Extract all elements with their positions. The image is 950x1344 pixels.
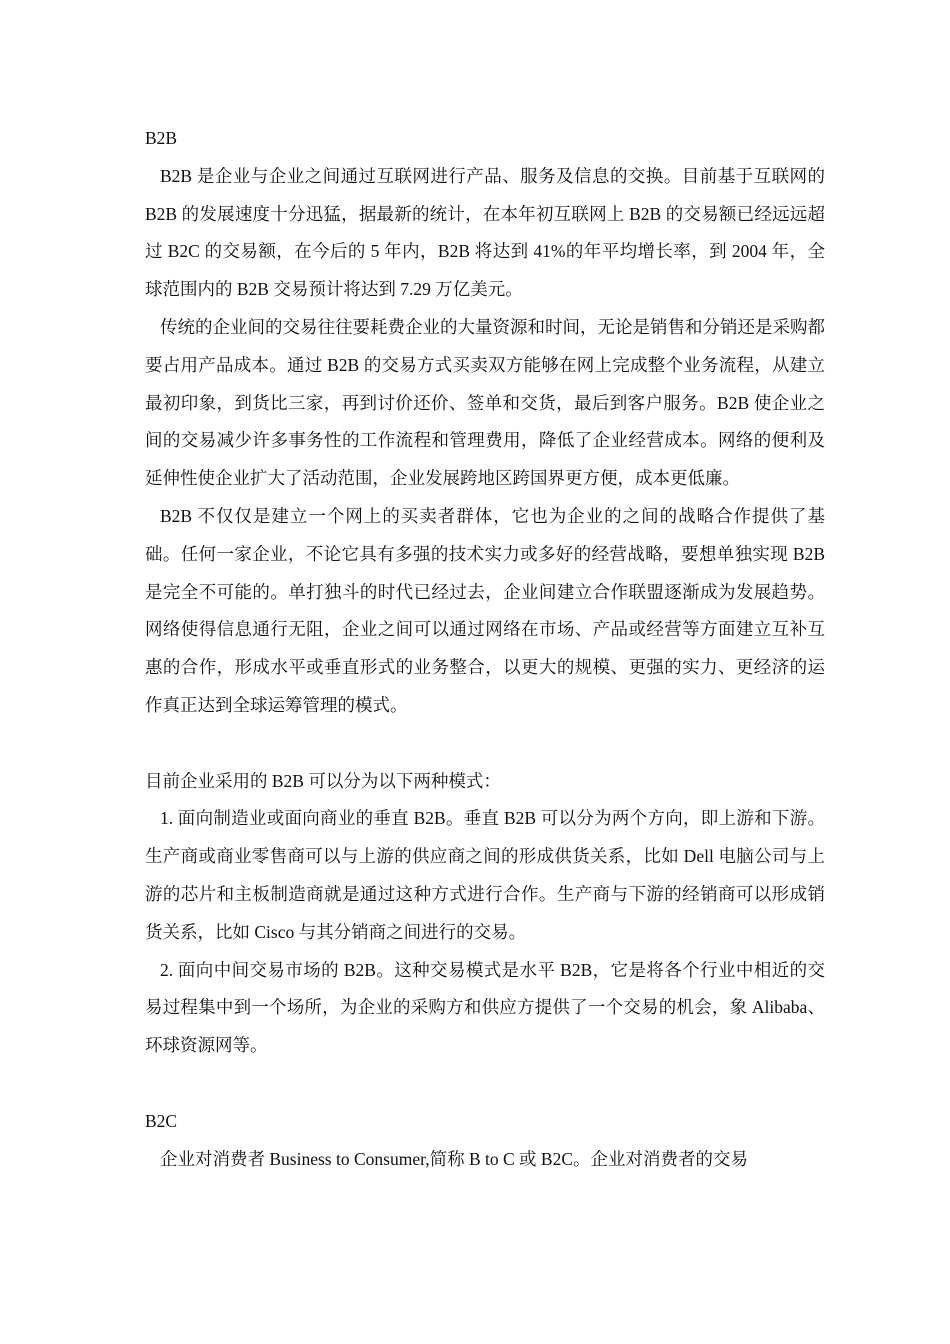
b2b-paragraph-traditional: 传统的企业间的交易往往要耗费企业的大量资源和时间，无论是销售和分销还是采购都要占用产品成本。通过 B2B 的交易方式买卖双方能够在网上完成整个业务流程，从建立最初印象，到货比三家，再到讨价还价、签单和交货，最后到客户服务。B2B 使企业之间的交易减少许多事务性的工作流程和管理费用，降低了企业经营成本。网络的便利及延伸性使企业扩大了活动范围，企业发展跨地区跨国界更方便，成本更低廉。	[145, 316, 825, 489]
spacer	[145, 1065, 825, 1103]
b2b-mode-horizontal: 2. 面向中间交易市场的 B2B。这种交易模式是水平 B2B，它是将各个行业中相近的交易过程集中到一个场所，为企业的采购方和供应方提供了一个交易的机会，象 Alibaba、环球资源网等。	[145, 959, 825, 1056]
spacer	[145, 725, 825, 763]
b2b-paragraph-cooperation: B2B 不仅仅是建立一个网上的买卖者群体，它也为企业的之间的战略合作提供了基础。任何一家企业，不论它具有多强的技术实力或多好的经营战略，要想单独实现 B2B 是完全不可能的。单打独斗的时代已经过去，企业间建立合作联盟逐渐成为发展趋势。网络使得信息通行无阻，企业之间可以通过网络在市场、产品或经营等方面建立互补互惠的合作，形成水平或垂直形式的业务整合，以更大的规模、更强的实力、更经济的运作真正达到全球运筹管理的模式。	[145, 505, 825, 715]
b2c-paragraph-definition: 企业对消费者 Business to Consumer,简称 B to C 或 B2C。企业对消费者的交易	[160, 1148, 749, 1169]
b2b-mode-vertical: 1. 面向制造业或面向商业的垂直 B2B。垂直 B2B 可以分为两个方向，即上游和下游。生产商或商业零售商可以与上游的供应商之间的形成供货关系，比如 Dell 电脑公司与上游的芯片和主板制造商就是通过这种方式进行合作。生产商与下游的经销商可以形成销货关系，比如 Cisco 与其分销商之间进行的交易。	[145, 808, 825, 942]
b2b-modes-intro: 目前企业采用的 B2B 可以分为以下两种模式：	[145, 770, 501, 791]
document-body	[145, 120, 825, 1178]
section-heading-b2c: B2C	[145, 1110, 178, 1131]
b2b-paragraph-definition: B2B 是企业与企业之间通过互联网进行产品、服务及信息的交换。目前基于互联网的 B2B 的发展速度十分迅猛，据最新的统计，在本年初互联网上 B2B 的交易额已经远远超过 B2C 的交易额，在今后的 5 年内，B2B 将达到 41%的年平均增长率，到 2004 年，全球范围内的 B2B 交易预计将达到 7.29 万亿美元。	[145, 165, 825, 300]
section-heading-b2b: B2B	[145, 128, 178, 148]
